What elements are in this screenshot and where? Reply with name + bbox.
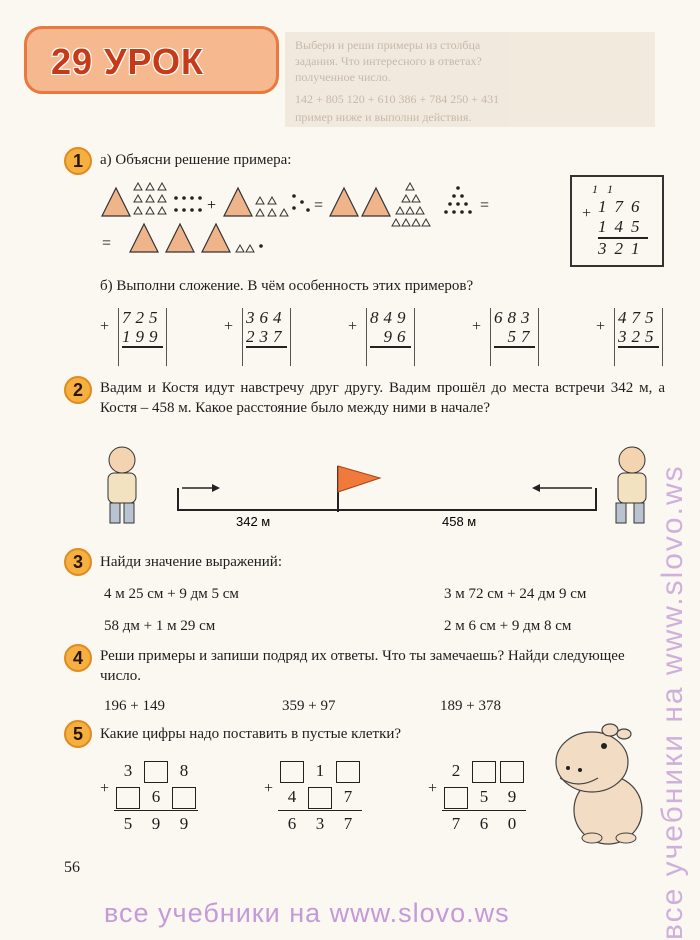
task-number-4: 4 <box>64 644 92 672</box>
plus-sign: + <box>582 205 592 222</box>
bleed-through-area <box>285 32 655 127</box>
triangles-illustration <box>96 176 526 258</box>
big-triangle <box>102 188 130 216</box>
plus-sign: + <box>100 780 110 797</box>
big-triangle <box>202 224 230 252</box>
lesson-badge <box>24 26 279 94</box>
task5-text: Какие цифры надо поставить в пустые клетки? <box>100 726 402 742</box>
column-example: 364 237 <box>242 308 291 366</box>
watermark-vertical: все учебники на www.slovo.ws <box>656 464 689 940</box>
task-number-1: 1 <box>64 147 92 175</box>
distance-label-right: 458 м <box>442 514 477 529</box>
empty-box[interactable] <box>444 787 468 809</box>
boy-right <box>619 447 645 473</box>
hippo-illustration <box>548 712 658 847</box>
distance-label-left: 342 м <box>236 514 271 529</box>
task-number-5: 5 <box>64 720 92 748</box>
task4-text: Реши примеры и запиши подряд их ответы. Что ты замечаешь? Найди следующее число. <box>100 648 625 684</box>
plus-sign: + <box>596 318 606 335</box>
empty-box[interactable] <box>308 787 332 809</box>
plus-sign: + <box>428 780 438 797</box>
expression: 4 м 25 см + 9 дм 5 см <box>104 586 239 602</box>
task2-text: Вадим и Костя идут навстречу друг другу. Вадим прошёл до места встречи 342 м, а Костя – 458 м. Какое расстояние было между ними в начале? <box>100 380 665 416</box>
bleed-line: полученное число. <box>295 70 391 84</box>
puzzle-addition-3: + 2 5 9 7 6 0 <box>428 758 512 837</box>
lesson-title: 29 УРОК <box>51 41 204 82</box>
task-number-3: 3 <box>64 548 92 576</box>
big-triangle <box>130 224 158 252</box>
task-number-2: 2 <box>64 376 92 404</box>
plus-sign: + <box>348 318 358 335</box>
carry-digits: 1 1 <box>592 182 613 196</box>
task1-part-b: б) Выполни сложение. В чём особенность этих примеров? <box>100 278 474 294</box>
watermark-horizontal: все учебники на www.slovo.ws <box>104 898 510 928</box>
example-digits: 176 145 321 <box>598 197 648 258</box>
task1-part-a: а) Объясни решение примера: <box>100 152 292 168</box>
big-triangle <box>362 188 390 216</box>
equals-sign: = <box>480 197 490 214</box>
column-example: 683 57 <box>490 308 539 366</box>
expression: 58 дм + 1 м 29 см <box>104 618 216 634</box>
puzzle-addition-1: + 3 8 6 5 9 9 <box>100 758 184 837</box>
empty-box[interactable] <box>280 761 304 783</box>
equals-sign: = <box>102 235 112 252</box>
empty-box[interactable] <box>116 787 140 809</box>
empty-box[interactable] <box>500 761 524 783</box>
plus-sign: + <box>264 780 274 797</box>
task3-text: Найди значение выражений: <box>100 554 282 570</box>
expression: 3 м 72 см + 24 дм 9 см <box>444 586 587 602</box>
empty-box[interactable] <box>172 787 196 809</box>
equals-sign: = <box>314 197 324 214</box>
page-number: 56 <box>64 859 80 876</box>
expression: 189 + 378 <box>440 698 501 714</box>
plus-sign: + <box>100 318 110 335</box>
plus-sign: + <box>472 318 482 335</box>
bleed-line: пример ниже и выполни действия. <box>295 110 472 124</box>
empty-box[interactable] <box>336 761 360 783</box>
meeting-flag <box>338 466 380 492</box>
column-example: 725 199 <box>118 308 167 366</box>
column-example: 849 96 <box>366 308 415 366</box>
empty-box[interactable] <box>144 761 168 783</box>
bleed-line: 142 + 805 120 + 610 386 + 784 250 + 431 <box>295 92 500 106</box>
big-triangle <box>224 188 252 216</box>
bleed-line: задания. Что интересного в ответах? <box>295 54 482 68</box>
plus-sign: + <box>207 197 217 214</box>
expression: 2 м 6 см + 9 дм 8 см <box>444 618 572 634</box>
column-additions <box>100 306 670 366</box>
big-triangle <box>166 224 194 252</box>
distance-diagram <box>100 440 660 535</box>
bleed-line: Выбери и реши примеры из столбца <box>295 38 481 52</box>
plus-sign: + <box>224 318 234 335</box>
empty-box[interactable] <box>472 761 496 783</box>
boy-left <box>109 447 135 473</box>
puzzle-addition-2: + 1 4 7 6 3 7 <box>264 758 348 837</box>
expression: 196 + 149 <box>104 698 165 714</box>
example-column-box <box>570 175 664 267</box>
column-example: 475 325 <box>614 308 663 366</box>
big-triangle <box>330 188 358 216</box>
expression: 359 + 97 <box>282 698 336 714</box>
